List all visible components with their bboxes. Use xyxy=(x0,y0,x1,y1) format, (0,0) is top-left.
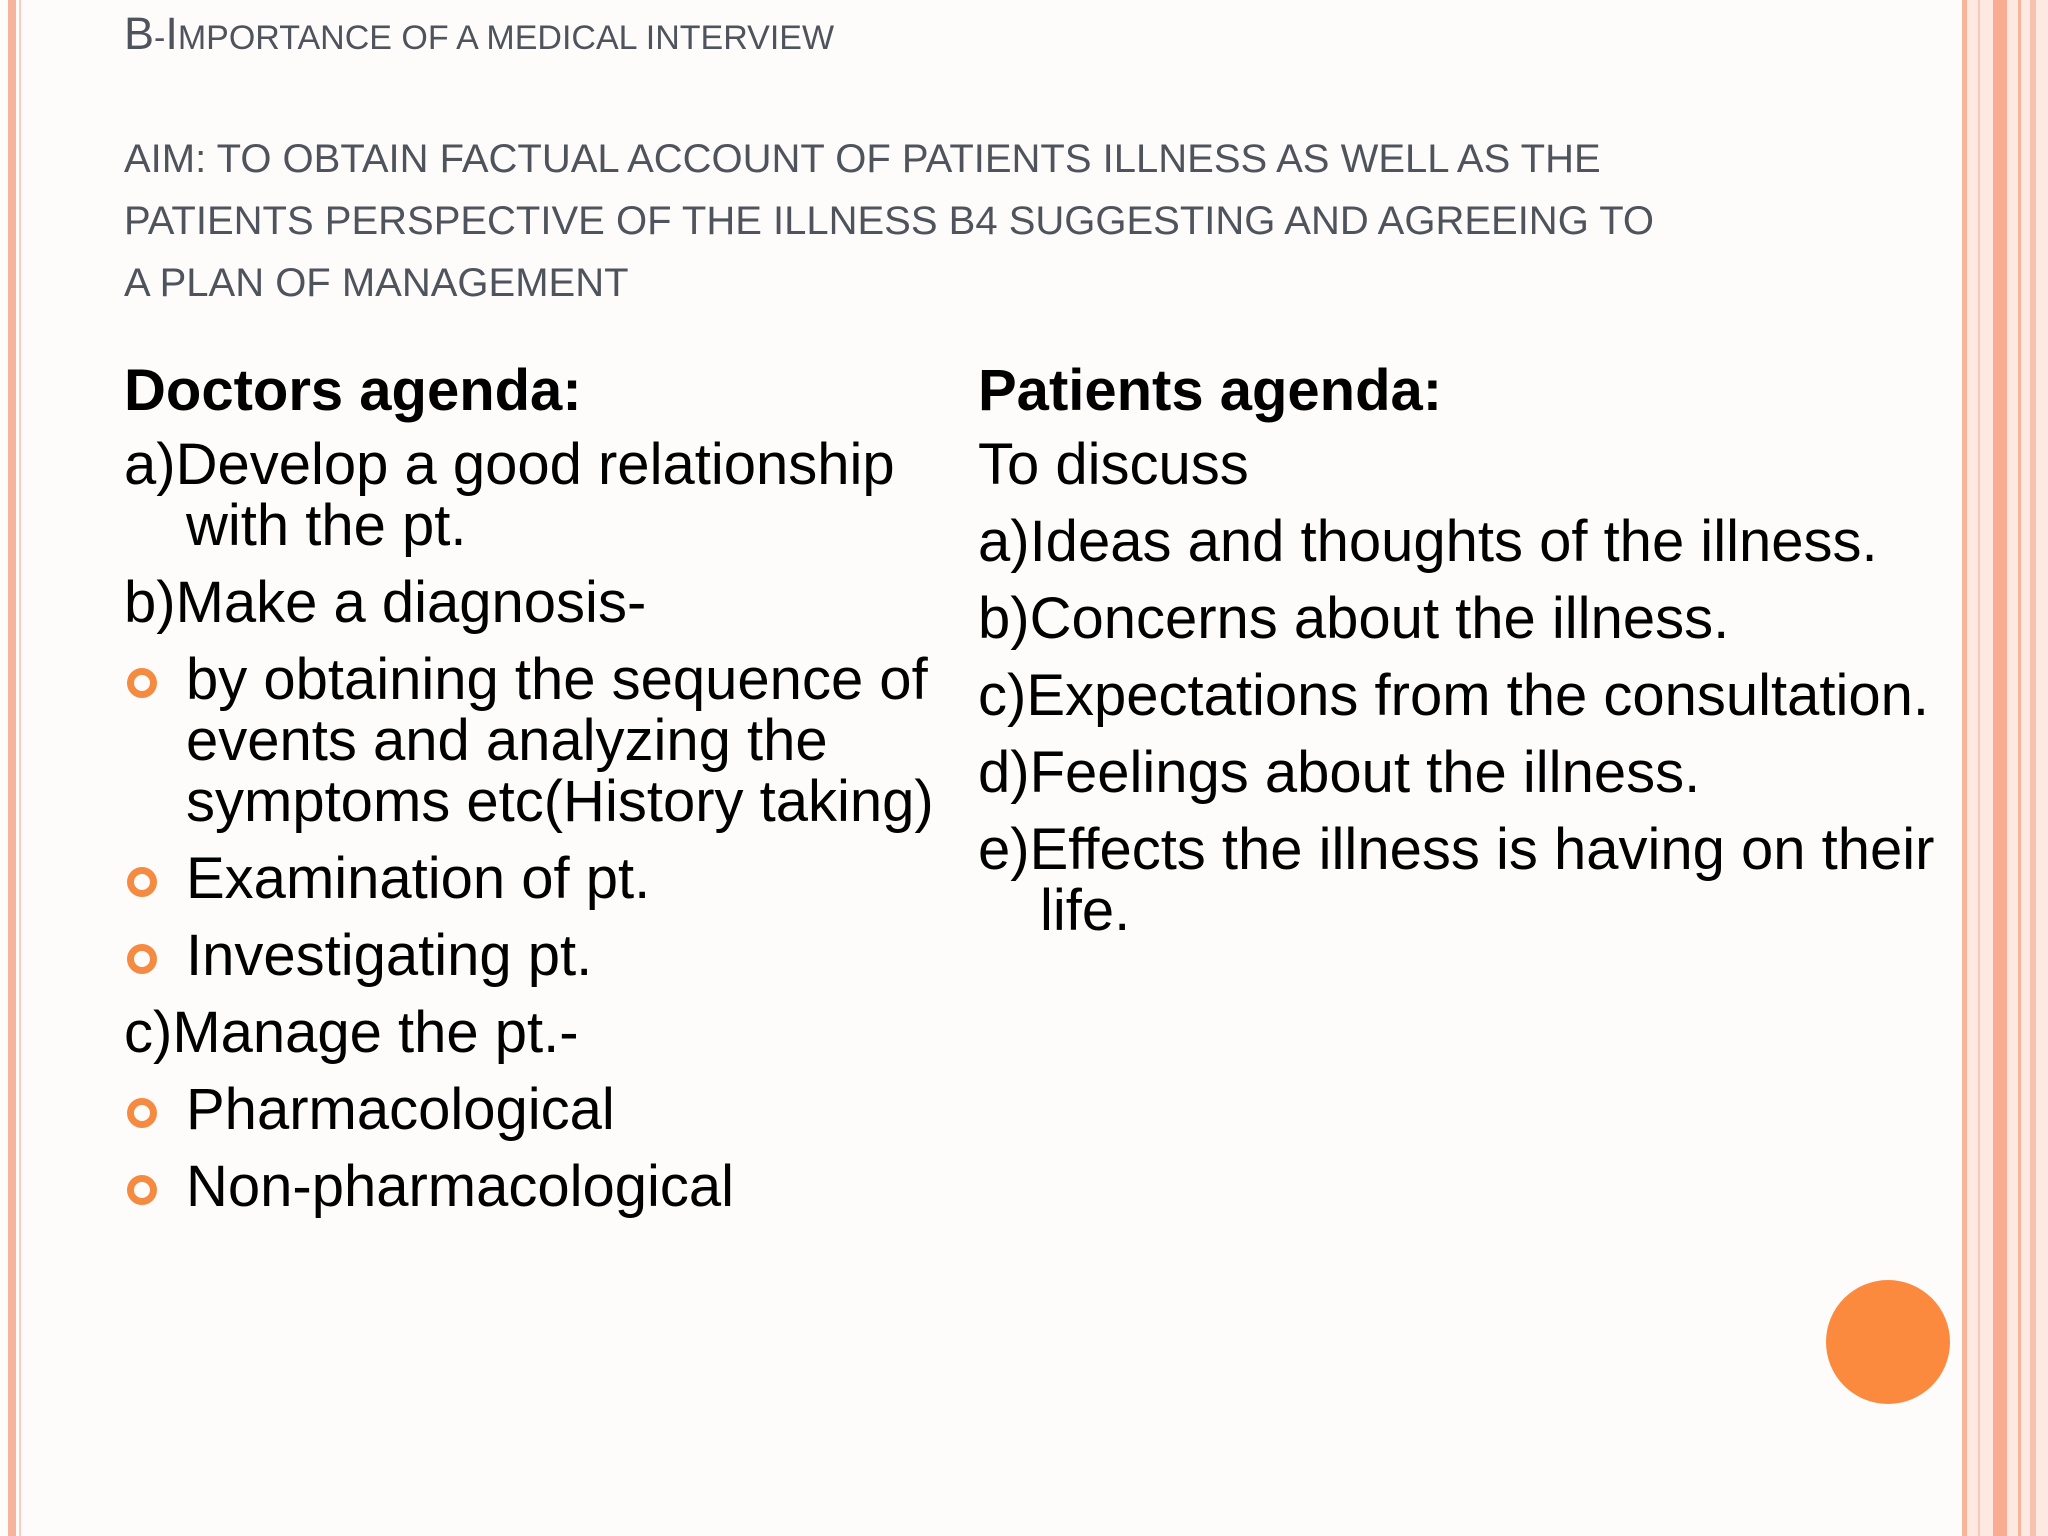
patients-intro: To discuss xyxy=(978,432,1249,497)
patients-item-e: e)Effects the illness is having on their life. xyxy=(978,817,1935,943)
patients-item-a: a)Ideas and thoughts of the illness. xyxy=(978,509,1878,574)
patients-item-b: b)Concerns about the illness. xyxy=(978,586,1730,651)
patients-agenda-column xyxy=(978,356,1938,957)
right-border-stripe xyxy=(1978,0,1980,1536)
orange-disc-decoration-icon xyxy=(1826,1280,1950,1404)
doctors-item-c: c)Manage the pt.- xyxy=(124,1000,579,1065)
right-border-stripe xyxy=(2030,0,2036,1536)
right-border-stripe xyxy=(1993,0,2007,1536)
orange-circle-bullet-icon xyxy=(127,668,157,698)
doctors-bullet-history xyxy=(124,649,984,832)
doctors-item-b: b)Make a diagnosis- xyxy=(124,570,647,635)
doctors-agenda-heading: Doctors agenda: xyxy=(124,358,582,423)
patients-item-d: d)Feelings about the illness. xyxy=(978,740,1701,805)
doctors-agenda-column xyxy=(124,356,984,1233)
right-border-stripe xyxy=(1962,0,1967,1536)
bullet-text: Investigating pt. xyxy=(186,923,593,988)
title-rest: MPORTANCE OF A MEDICAL INTERVIEW xyxy=(177,19,835,57)
aim-line: AIM: TO OBTAIN FACTUAL ACCOUNT OF PATIENTS ILLNESS AS WELL AS THE xyxy=(124,137,1601,181)
doctors-bullet-non-pharmacological xyxy=(124,1156,984,1217)
doctors-bullet-investigation xyxy=(124,925,984,986)
orange-circle-bullet-icon xyxy=(127,867,157,897)
left-border-rule xyxy=(8,0,16,1536)
bullet-text: Non-pharmacological xyxy=(186,1154,735,1219)
doctors-bullet-examination xyxy=(124,848,984,909)
title-initial: B xyxy=(124,8,155,59)
doctors-bullet-pharmacological xyxy=(124,1079,984,1140)
aim-line: A PLAN OF MANAGEMENT xyxy=(124,261,629,305)
patients-item-c: c)Expectations from the consultation. xyxy=(978,663,1930,728)
right-border-stripe xyxy=(2018,0,2021,1536)
bullet-text: by obtaining the sequence of events and analyzing the symptoms etc(History taking) xyxy=(186,647,934,834)
left-border-thin-rule xyxy=(19,0,21,1536)
orange-circle-bullet-icon xyxy=(127,1175,157,1205)
orange-circle-bullet-icon xyxy=(127,1098,157,1128)
title-dash: - xyxy=(154,19,166,57)
aim-line: PATIENTS PERSPECTIVE OF THE ILLNESS B4 SUGGESTING AND AGREEING TO xyxy=(124,199,1655,243)
slide-title xyxy=(124,8,1904,64)
bullet-text: Pharmacological xyxy=(186,1077,615,1142)
orange-circle-bullet-icon xyxy=(127,944,157,974)
aim-statement xyxy=(124,128,1904,314)
patients-agenda-heading: Patients agenda: xyxy=(978,358,1443,423)
bullet-text: Examination of pt. xyxy=(186,846,651,911)
title-second-initial: I xyxy=(165,8,178,59)
doctors-item-a: a)Develop a good relationship with the pt. xyxy=(124,432,895,558)
